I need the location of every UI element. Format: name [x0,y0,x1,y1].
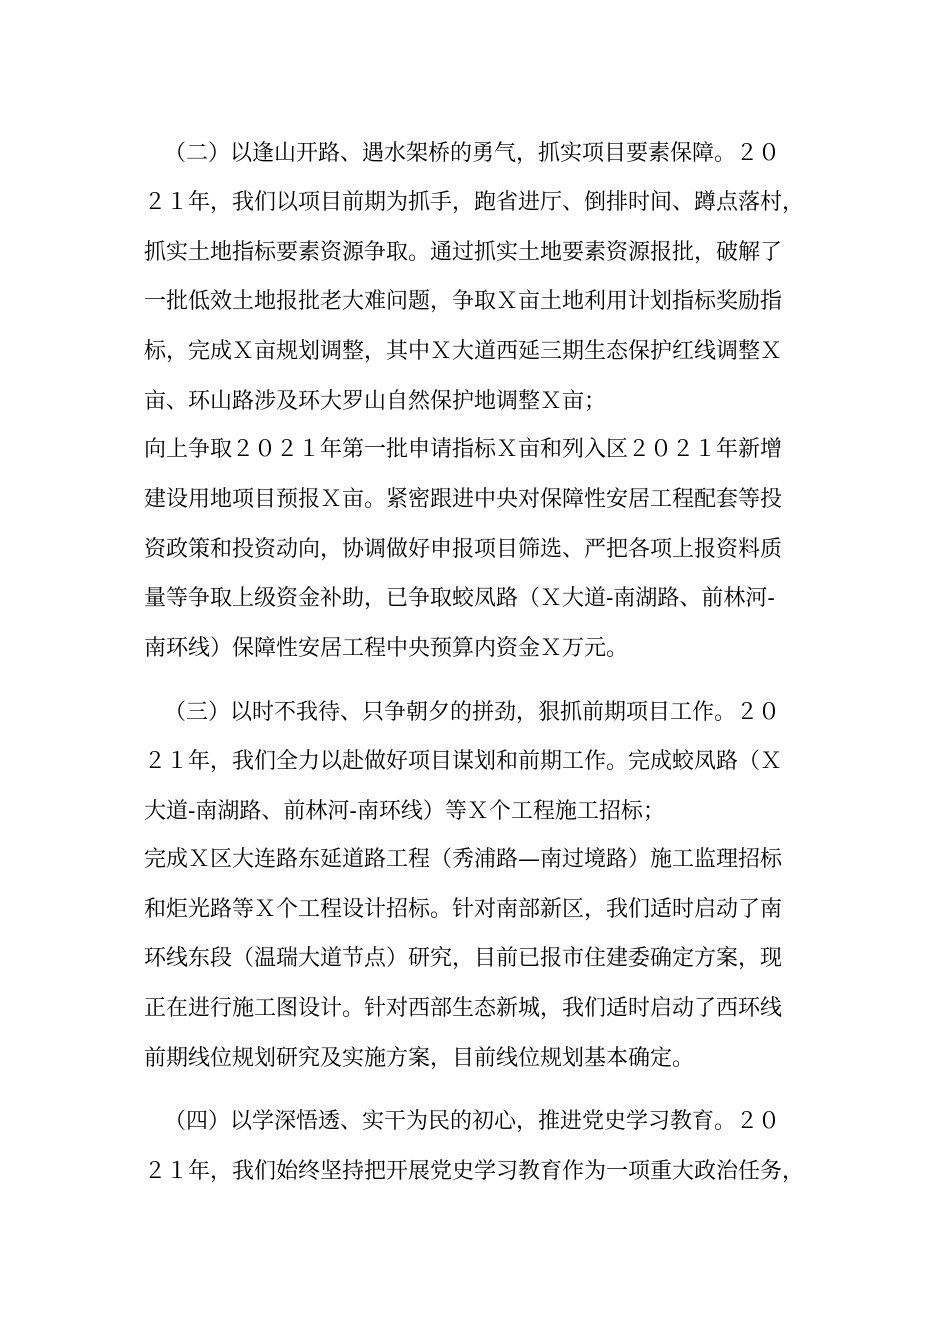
paragraph-2-line-5: 标，完成Ｘ亩规划调整，其中Ｘ大道西延三期生态保护红线调整Ｘ [144,339,783,364]
paragraph-3-line-1: （三）以时不我待、只争朝夕的拼劲，狠抓前期项目工作。２０ [164,700,781,725]
paragraph-3-line-3: 大道-南湖路、前林河-南环线）等Ｘ个工程施工招标； [144,799,665,824]
paragraph-2-line-2: ２１年，我们以项目前期为抓手，跑省进厅、倒排时间、蹲点落村， [144,190,805,215]
paragraph-2-line-6: 亩、环山路涉及环大罗山自然保护地调整Ｘ亩； [144,389,607,414]
paragraph-2b-line-3: 资政策和投资动向，协调做好申报项目筛选、严把各项上报资料质 [144,537,783,562]
paragraph-3b-line-4: 正在进行施工图设计。针对西部生态新城，我们适时启动了西环线 [144,996,783,1021]
paragraph-2b-line-1: 向上争取２０２１年第一批申请指标Ｘ亩和列入区２０２１年新增 [144,437,783,462]
paragraph-2-line-4: 一批低效土地报批老大难问题，争取Ｘ亩土地利用计划指标奖励指 [144,289,783,314]
paragraph-2-line-1: （二）以逢山开路、遇水架桥的勇气，抓实项目要素保障。２０ [164,141,781,166]
paragraph-3b-line-2: 和炬光路等Ｘ个工程设计招标。针对南部新区，我们适时启动了南 [144,897,783,922]
paragraph-2b-line-2: 建设用地项目预报Ｘ亩。紧密跟进中央对保障性安居工程配套等投 [144,487,783,512]
paragraph-3-line-2: ２１年，我们全力以赴做好项目谋划和前期工作。完成蛟凤路（Ｘ [144,749,783,774]
paragraph-4-line-1: （四）以学深悟透、实干为民的初心，推进党史学习教育。２０ [164,1109,781,1134]
paragraph-3b-line-1: 完成Ｘ区大连路东延道路工程（秀浦路—南过境路）施工监理招标 [144,847,783,872]
paragraph-2-line-3: 抓实土地指标要素资源争取。通过抓实土地要素资源报批，破解了 [144,240,783,265]
paragraph-2b-line-4: 量等争取上级资金补助，已争取蛟凤路（Ｘ大道-南湖路、前林河- [144,586,775,611]
paragraph-2b-line-5: 南环线）保障性安居工程中央预算内资金Ｘ万元。 [144,636,629,661]
paragraph-3b-line-3: 环线东段（温瑞大道节点）研究，目前已报市住建委确定方案，现 [144,946,783,971]
paragraph-3b-line-5: 前期线位规划研究及实施方案，目前线位规划基本确定。 [144,1046,695,1071]
paragraph-4-line-2: ２１年，我们始终坚持把开展党史学习教育作为一项重大政治任务， [144,1159,805,1184]
